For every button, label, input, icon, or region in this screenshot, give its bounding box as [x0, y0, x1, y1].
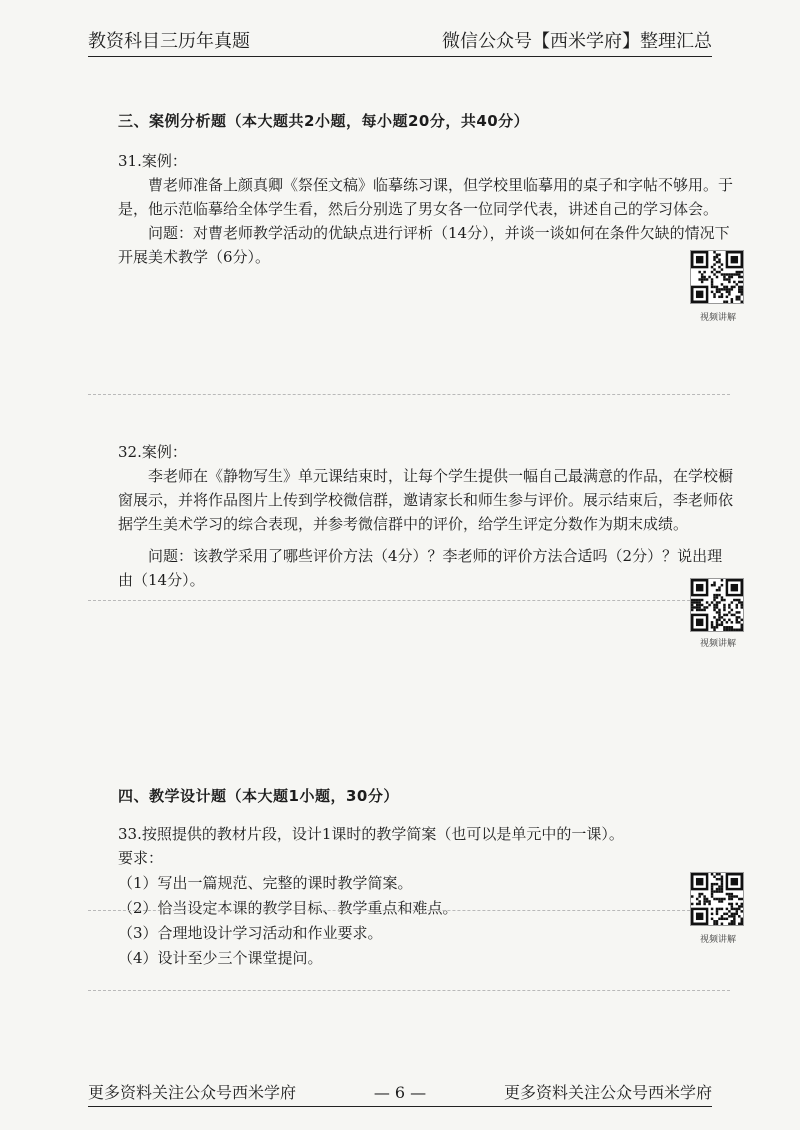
q33-requirement: （4）设计至少三个课堂提问。 [118, 949, 323, 967]
page-number: — 6 — [373, 1083, 427, 1102]
q33-qr-caption: 视频讲解 [699, 935, 736, 945]
q33-requirement: （1）写出一篇规范、完整的课时教学简案。 [118, 874, 413, 892]
qr-code-icon [690, 872, 744, 926]
q33-prompt: 33.按照提供的教材片段，设计1课时的教学简案（也可以是单元中的一课）。 [118, 825, 624, 843]
footer-left-text: 更多资料关注公众号西米学府 [88, 1083, 297, 1102]
header-right-text: 微信公众号【西米学府】整理汇总 [442, 31, 712, 52]
q32-label: 32.案例： [118, 443, 187, 461]
header-left-text: 教资科目三历年真题 [88, 31, 250, 52]
footer-right-text: 更多资料关注公众号西米学府 [503, 1083, 712, 1102]
page-header [88, 30, 712, 57]
section4-title: 四、教学设计题（本大题1小题，30分） [118, 787, 399, 805]
divider [88, 600, 730, 601]
divider [88, 910, 730, 911]
q33-requirement: （2）恰当设定本课的教学目标、教学重点和难点。 [118, 899, 458, 917]
section3-title: 三、案例分析题（本大题共2小题，每小题20分，共40分） [118, 112, 530, 130]
q32-question: 问题：该教学采用了哪些评价方法（4分）？李老师的评价方法合适吗（2分）？说出理由（14分）。 [118, 547, 723, 589]
divider [88, 394, 730, 395]
qr-code-icon [690, 578, 744, 632]
page-footer [88, 1082, 712, 1107]
q33-requirement: （3）合理地设计学习活动和作业要求。 [118, 924, 383, 942]
q31-body: 曹老师准备上颜真卿《祭侄文稿》临摹练习课，但学校里临摹用的桌子和字帖不够用。于是，他示范临摹给全体学生看，然后分别选了男女各一位同学代表，讲述自己的学习体会。 [118, 176, 734, 218]
q32-qr-caption: 视频讲解 [699, 639, 736, 649]
divider [88, 990, 730, 991]
q31-label: 31.案例： [118, 152, 187, 170]
q33-requirements-label: 要求： [118, 849, 164, 867]
qr-code-icon [690, 250, 744, 304]
q31-question: 问题：对曹老师教学活动的优缺点进行评析（14分），并谈一谈如何在条件欠缺的情况下开展美术教学（6分）。 [118, 224, 730, 266]
q32-body: 李老师在《静物写生》单元课结束时，让每个学生提供一幅自己最满意的作品，在学校橱窗展示，并将作品图片上传到学校微信群，邀请家长和师生参与评价。展示结束后，李老师依据学生美术学习的综合表现，并参考微信群中的评价，给学生评定分数作为期末成绩。 [118, 467, 734, 533]
q31-qr-caption: 视频讲解 [699, 313, 736, 323]
